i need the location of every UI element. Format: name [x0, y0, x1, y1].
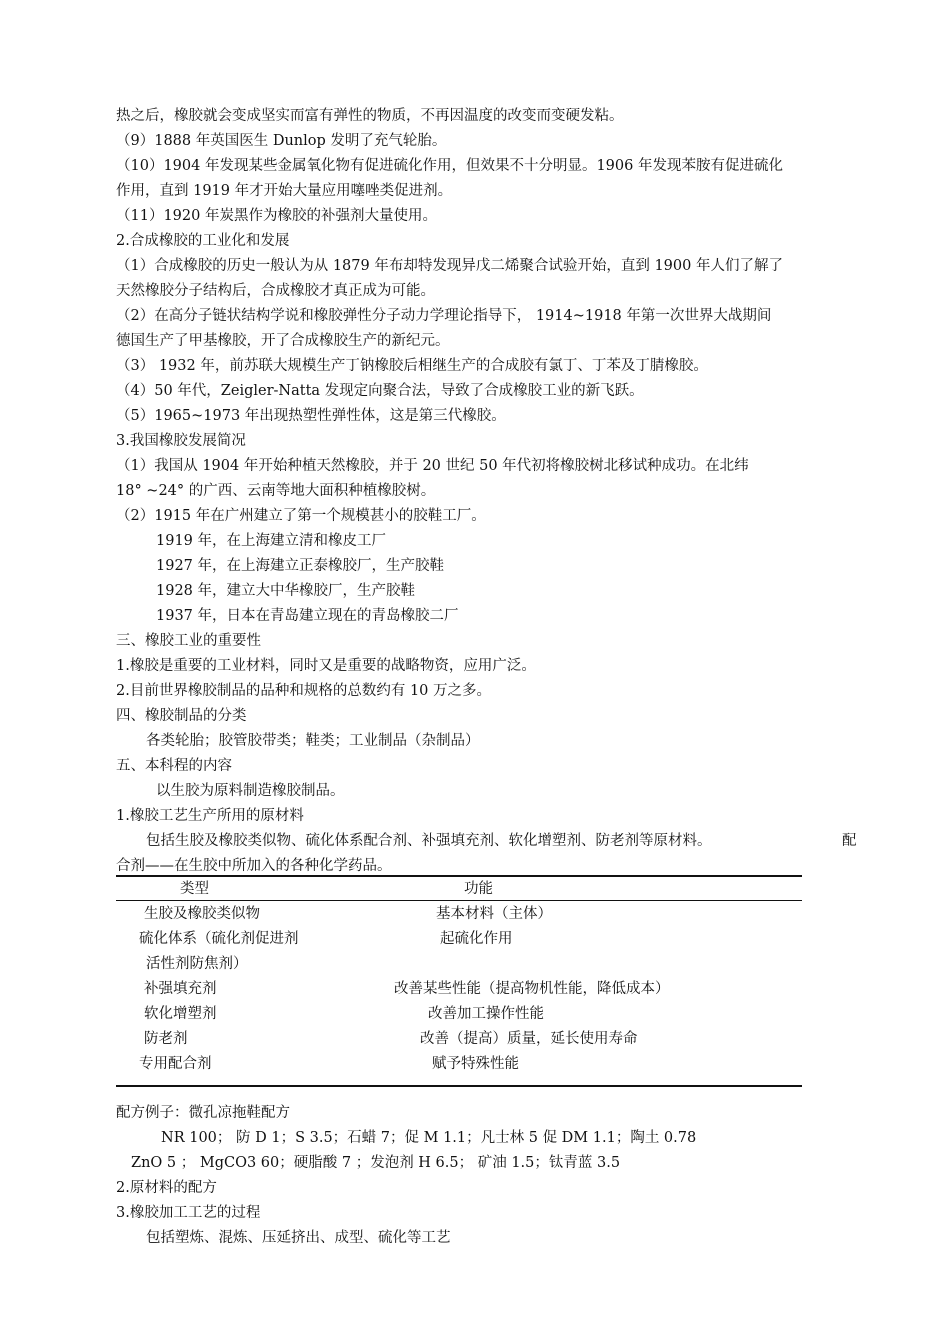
- paragraph-line: 包括生胶及橡胶类似物、硫化体系配合剂、补强填充剂、软化增塑剂、防老剂等原材料。: [146, 833, 712, 849]
- paragraph-line: 热之后，橡胶就会变成坚实而富有弹性的物质，不再因温度的改变而变硬发粘。: [116, 108, 624, 124]
- table-header-type: 类型: [180, 881, 209, 897]
- table-cell-type: 生胶及橡胶类似物: [144, 906, 260, 922]
- paragraph-line: （2）在高分子链状结构学说和橡胶弹性分子动力学理论指导下， 1914~1918 年第一次世界大战期间: [116, 308, 772, 324]
- table-cell-function: 改善加工操作性能: [428, 1006, 544, 1022]
- paragraph-line: 合剂——在生胶中所加入的各种化学药品。: [116, 858, 392, 874]
- table-cell-function: 改善（提高）质量，延长使用寿命: [420, 1031, 638, 1047]
- paragraph-line: （2）1915 年在广州建立了第一个规模甚小的胶鞋工厂。: [116, 508, 486, 524]
- section-heading: 四、橡胶制品的分类: [116, 708, 247, 724]
- table-cell-type: 软化增塑剂: [144, 1006, 217, 1022]
- paragraph-line: （11）1920 年炭黑作为橡胶的补强剂大量使用。: [116, 208, 437, 224]
- table-cell-function: 改善某些性能（提高物机性能，降低成本）: [394, 981, 670, 997]
- table-header-function: 功能: [464, 881, 493, 897]
- paragraph-line: （4）50 年代，Zeigler-Natta 发现定向聚合法，导致了合成橡胶工业的新飞跃。: [116, 383, 644, 399]
- paragraph-line: （9）1888 年英国医生 Dunlop 发明了充气轮胎。: [116, 133, 447, 149]
- section-heading: 1.橡胶工艺生产所用的原材料: [116, 808, 304, 824]
- paragraph-line: 18° ~24° 的广西、云南等地大面积种植橡胶树。: [116, 483, 436, 499]
- paragraph-line: 2.目前世界橡胶制品的品种和规格的总数约有 10 万之多。: [116, 683, 492, 699]
- section-heading: 三、橡胶工业的重要性: [116, 633, 261, 649]
- paragraph-line: 1937 年，日本在青岛建立现在的青岛橡胶二厂: [156, 608, 459, 624]
- paragraph-line: 作用，直到 1919 年才开始大量应用噻唑类促进剂。: [116, 183, 453, 199]
- table-cell-type: 专用配合剂: [139, 1056, 212, 1072]
- table-top-rule: [116, 875, 802, 877]
- table-header-rule: [116, 900, 802, 901]
- table-cell-function: 赋予特殊性能: [432, 1056, 519, 1072]
- table-cell-type: 硫化体系（硫化剂促进剂: [139, 931, 299, 947]
- section-heading: 3.橡胶加工工艺的过程: [116, 1205, 261, 1221]
- paragraph-line: 1919 年，在上海建立清和橡皮工厂: [156, 533, 387, 549]
- table-bottom-rule: [116, 1085, 802, 1087]
- formula-line: NR 100； 防 D 1；S 3.5；石蜡 7；促 M 1.1；凡士林 5 促 DM 1.1；陶土 0.78: [161, 1130, 697, 1146]
- paragraph-line: 以生胶为原料制造橡胶制品。: [156, 783, 345, 799]
- paragraph-line: 1928 年，建立大中华橡胶厂，生产胶鞋: [156, 583, 416, 599]
- section-heading: 2.合成橡胶的工业化和发展: [116, 233, 290, 249]
- paragraph-line: 天然橡胶分子结构后，合成橡胶才真正成为可能。: [116, 283, 435, 299]
- table-cell-type: 防老剂: [144, 1031, 188, 1047]
- section-heading: 2.原材料的配方: [116, 1180, 217, 1196]
- paragraph-line: （3） 1932 年，前苏联大规模生产丁钠橡胶后相继生产的合成胶有氯丁、丁苯及丁腈橡胶。: [116, 358, 708, 374]
- paragraph-line: （5）1965~1973 年出现热塑性弹性体，这是第三代橡胶。: [116, 408, 506, 424]
- paragraph-line: 1927 年，在上海建立正泰橡胶厂，生产胶鞋: [156, 558, 445, 574]
- paragraph-line: 德国生产了甲基橡胶，开了合成橡胶生产的新纪元。: [116, 333, 450, 349]
- paragraph-line: （10）1904 年发现某些金属氧化物有促进硫化作用，但效果不十分明显。1906 年发现苯胺有促进硫化: [116, 158, 783, 174]
- table-cell-type: 补强填充剂: [144, 981, 217, 997]
- table-cell-function: 起硫化作用: [440, 931, 513, 947]
- section-heading: 配方例子：微孔凉拖鞋配方: [116, 1105, 290, 1121]
- paragraph-line: 各类轮胎；胶管胶带类；鞋类；工业制品（杂制品）: [146, 733, 480, 749]
- paragraph-line: 包括塑炼、混炼、压延挤出、成型、硫化等工艺: [146, 1230, 451, 1246]
- table-cell-function: 基本材料（主体）: [436, 906, 552, 922]
- table-cell-type: 活性剂防焦剂）: [146, 956, 248, 972]
- section-heading: 3.我国橡胶发展简况: [116, 433, 246, 449]
- paragraph-line: 配: [842, 833, 857, 849]
- paragraph-line: （1）合成橡胶的历史一般认为从 1879 年布却特发现异戊二烯聚合试验开始，直到 1900 年人们了解了: [116, 258, 783, 274]
- section-heading: 五、本科程的内容: [116, 758, 232, 774]
- paragraph-line: 1.橡胶是重要的工业材料，同时又是重要的战略物资，应用广泛。: [116, 658, 536, 674]
- formula-line: ZnO 5 ； MgCO3 60；硬脂酸 7 ；发泡剂 H 6.5； 矿油 1.5；钛青蓝 3.5: [131, 1155, 621, 1171]
- paragraph-line: （1）我国从 1904 年开始种植天然橡胶，并于 20 世纪 50 年代初将橡胶树北移试种成功。在北纬: [116, 458, 749, 474]
